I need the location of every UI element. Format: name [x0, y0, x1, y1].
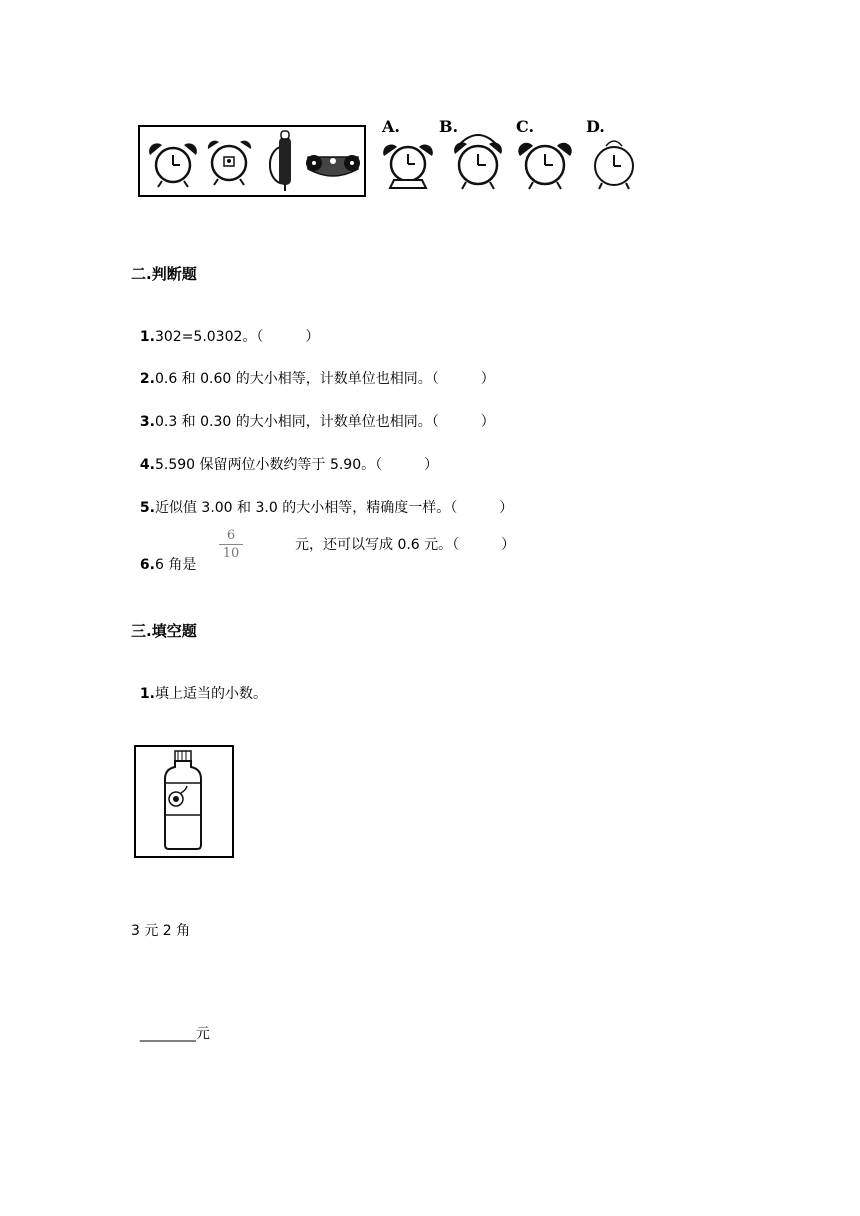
- alarm-clock-side-icon: [270, 131, 291, 191]
- question-2-1: [131, 307, 319, 347]
- option-c-clock-icon: [516, 136, 574, 194]
- question-2-6-after: 元，还可以写成 0.6 元。（ ）: [295, 537, 516, 553]
- question-number: 1.: [139, 686, 155, 702]
- question-number: 5.: [139, 500, 155, 516]
- question-text-before: 6 角是: [154, 557, 197, 573]
- option-b-clock-icon: [448, 128, 508, 192]
- question-2-6: [131, 535, 196, 575]
- question-number: 3.: [139, 414, 155, 430]
- answer-blank[interactable]: ________: [139, 1026, 196, 1042]
- question-2-3: [131, 392, 495, 432]
- question-2-2: [131, 349, 495, 389]
- question-text: 0.3 和 0.30 的大小相同，计数单位也相同。（ ）: [154, 414, 495, 430]
- answer-blank-line: [131, 1004, 210, 1044]
- question-text: 近似值 3.00 和 3.0 的大小相等，精确度一样。（ ）: [154, 500, 514, 516]
- question-text: 填上适当的小数。: [154, 686, 267, 702]
- section-heading-true-false: 二.判断题: [131, 265, 197, 283]
- question-3-1: [131, 664, 267, 704]
- option-label-a: A.: [382, 117, 400, 136]
- option-label-d: D.: [586, 117, 605, 136]
- question-2-4: [131, 435, 438, 475]
- option-label-c: C.: [516, 117, 535, 136]
- question-text: 302=5.0302。（ ）: [154, 329, 320, 345]
- fraction-six-tenths: [219, 528, 243, 561]
- section-heading-fill-blank: 三.填空题: [131, 622, 197, 640]
- fraction-numerator: 6: [226, 528, 236, 543]
- question-text: 5.590 保留两位小数约等于 5.90。（ ）: [154, 457, 439, 473]
- question-number: 4.: [139, 457, 155, 473]
- alarm-clock-top-icon: [306, 155, 360, 176]
- option-label-b: B.: [439, 117, 459, 136]
- alarm-clock-icon: [149, 143, 197, 187]
- bottle-icon: [136, 747, 232, 856]
- option-a-clock-icon: [380, 138, 436, 194]
- option-d-clock-icon: [588, 134, 640, 192]
- question-text: 0.6 和 0.60 的大小相等，计数单位也相同。（ ）: [154, 371, 495, 387]
- bottle-figure-box: [134, 745, 234, 858]
- answer-unit: 元: [195, 1026, 210, 1042]
- fraction-bar: [219, 544, 243, 545]
- question-number: 1.: [139, 329, 155, 345]
- question-2-5: [131, 478, 513, 518]
- price-label: 3 元 2 角: [131, 923, 191, 939]
- fraction-denominator: 10: [222, 546, 240, 561]
- question-number: 2.: [139, 371, 155, 387]
- alarm-clock-back-icon: [208, 141, 251, 185]
- clock-sequence-box: [138, 125, 366, 197]
- question-number: 6.: [139, 557, 155, 573]
